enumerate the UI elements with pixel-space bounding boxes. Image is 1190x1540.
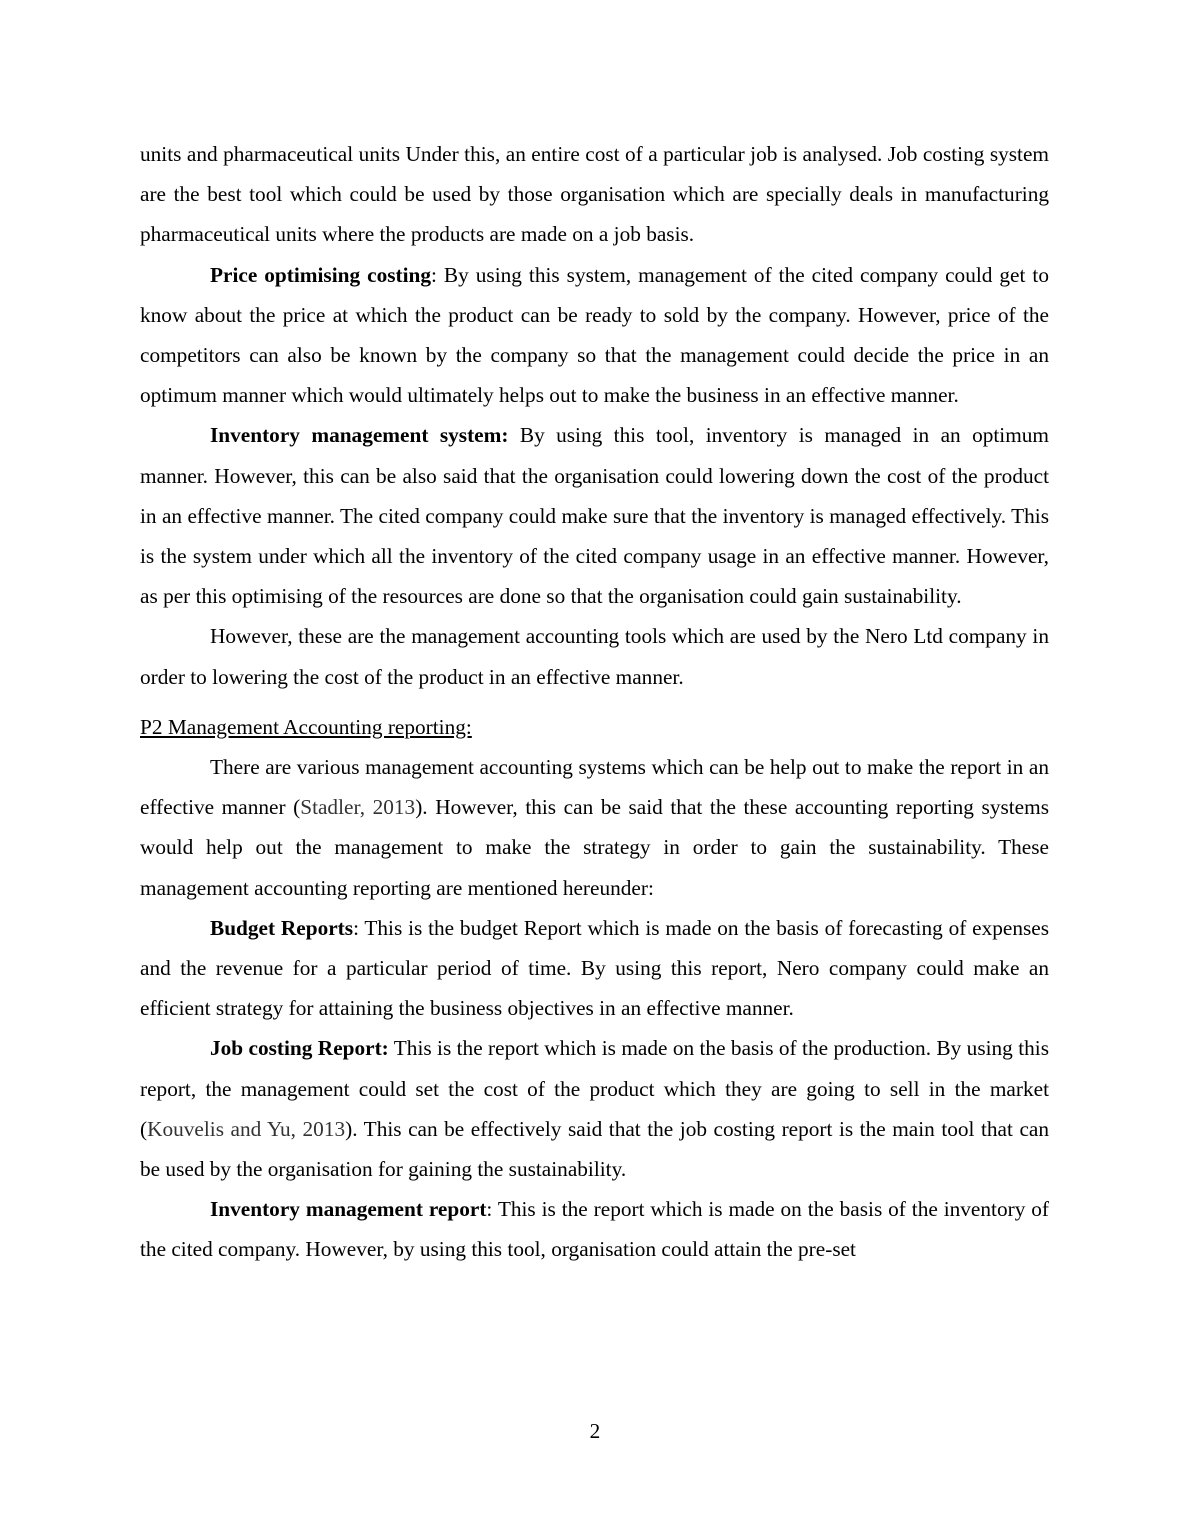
paragraph-text: This is the report which is made on the basis of the production. By using this report, the management could set the cost of the product which they are going to sell in the market ( (140, 1036, 1049, 1141)
paragraph-text: : This is the budget Report which is made on the basis of forecasting of expenses and the revenue for a particular period of time. By using this report, Nero company could make an efficient strategy for attaining the business objectives in an effective manner. (140, 915, 1049, 1021)
paragraph-text: units and pharmaceutical units Under this, an entire cost of a particular job is analysed. Job costing system are the best tool which could be used by those organisation which are specially deals in manufacturing pharmaceutical units where the products are made on a job basis. (140, 142, 1049, 247)
paragraph-text: However, these are the management accounting tools which are used by the Nero Ltd company in order to lowering the cost of the product in an effective manner. (140, 624, 1049, 689)
paragraph-job-costing-report (140, 1028, 1049, 1189)
paragraph-inventory-management-report (140, 1189, 1049, 1269)
paragraph-reporting-intro (140, 747, 1049, 908)
paragraph-text: ). This can be effectively said that the job costing report is the main tool that can be used by the organisation for gaining the sustainability. (140, 1116, 1049, 1182)
section-heading-p2: P2 Management Accounting reporting: (140, 714, 472, 739)
page-number: 2 (589, 1419, 601, 1443)
paragraph-job-costing-continued (140, 134, 1049, 255)
term-inventory-management-system: Inventory management system: (210, 423, 509, 448)
paragraph-text: ). However, this can be said that the these accounting reporting systems would help out the management to make the strategy in order to gain the sustainability. These management accounting reporting are mentioned hereunder: (140, 795, 1049, 900)
paragraph-inventory-management-system (140, 415, 1049, 616)
document-body (140, 134, 1049, 1270)
term-budget-reports: Budget Reports (210, 915, 354, 940)
citation-kouvelis-yu: Kouvelis and Yu, 2013 (147, 1116, 346, 1141)
citation-stadler: Stadler, 2013 (300, 795, 416, 820)
term-price-optimising-costing: Price optimising costing (210, 262, 432, 287)
paragraph-tools-summary (140, 616, 1049, 696)
paragraph-text: : By using this system, management of the cited company could get to know about the price at which the product can be ready to sold by the company. However, price of the competitors can also be known by the company so that the management could decide the price in an optimum manner which would ultimately helps out to make the business in an effective manner. (140, 262, 1049, 408)
paragraph-text: There are various management accounting systems which can be help out to make the report in an effective manner ( (140, 755, 1049, 820)
paragraph-text: By using this tool, inventory is managed in an optimum manner. However, this can be also said that the organisation could lowering down the cost of the product in an effective manner. The cited company could make sure that the inventory is managed effectively. This is the system under which all the inventory of the cited company usage in an effective manner. However, as per this optimising of the resources are done so that the organisation could gain sustainability. (140, 423, 1050, 609)
paragraph-text: : This is the report which is made on the basis of the inventory of the cited company. However, by using this tool, organisation could attain the pre-set (140, 1197, 1049, 1262)
term-inventory-management-report: Inventory management report (210, 1197, 487, 1222)
term-job-costing-report: Job costing Report: (210, 1036, 389, 1061)
paragraph-budget-reports (140, 908, 1049, 1029)
paragraph-price-optimising-costing (140, 255, 1049, 416)
